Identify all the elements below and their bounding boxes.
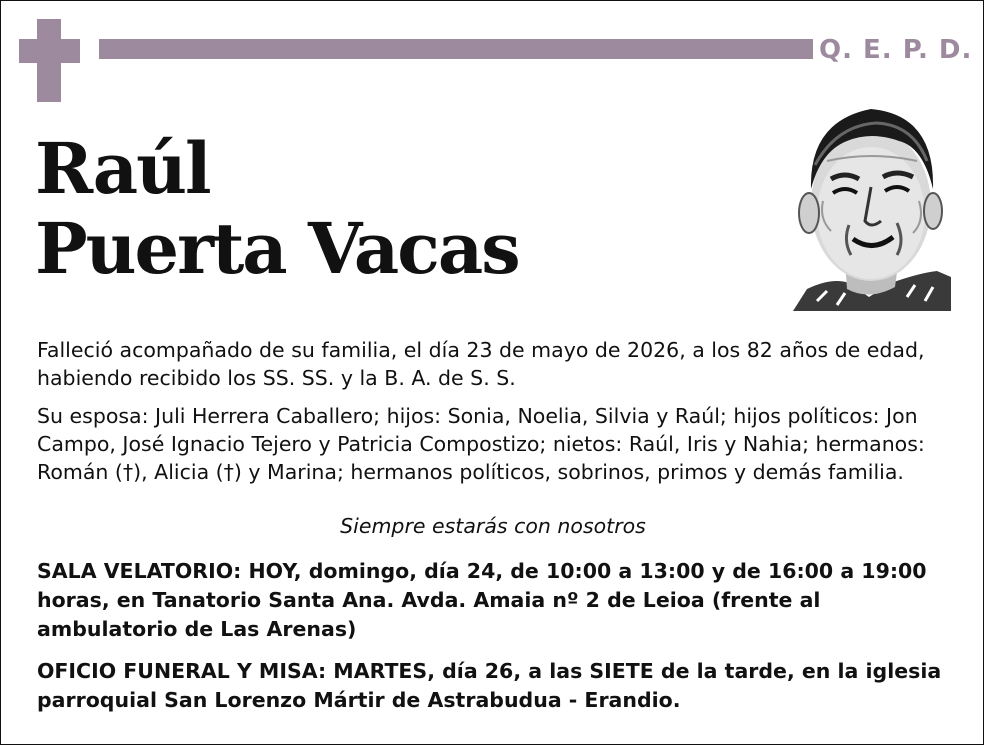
qepd-label: Q. E. P. D. [819, 35, 973, 65]
funeral-paragraph: OFICIO FUNERAL Y MISA: MARTES, día 26, a las SIETE de la tarde, en la iglesia parroquial San Lorenzo Mártir de Astrabudua - Erandio. [37, 659, 942, 712]
first-name: Raúl [35, 127, 210, 210]
wake-paragraph: SALA VELATORIO: HOY, domingo, día 24, de 10:00 a 13:00 y de 16:00 a 19:00 horas, en Tanatorio Santa Ana. Avda. Amaia nº 2 de Leioa (frente al ambulatorio de Las Arenas) [37, 559, 927, 641]
portrait-photo [787, 101, 951, 311]
motto: Siempre estarás con nosotros [340, 514, 646, 538]
death-paragraph: Falleció acompañado de su familia, el día 23 de mayo de 2026, a los 82 años de edad, habiendo recibido los SS. SS. y la B. A. de S. S. [37, 338, 925, 390]
surnames: Puerta Vacas [35, 207, 519, 290]
deceased-name [35, 129, 519, 289]
family-paragraph: Su esposa: Juli Herrera Caballero; hijos: Sonia, Noelia, Silvia y Raúl; hijos políticos: Jon Campo, José Ignacio Tejero y Patricia Compostizo; nietos: Raúl, Iris y Nahia; hermanos: Román (†), Alicia (†) y Marina; hermanos políticos, sobrinos, primos y demás familia. [37, 404, 925, 484]
header-band [99, 39, 813, 59]
